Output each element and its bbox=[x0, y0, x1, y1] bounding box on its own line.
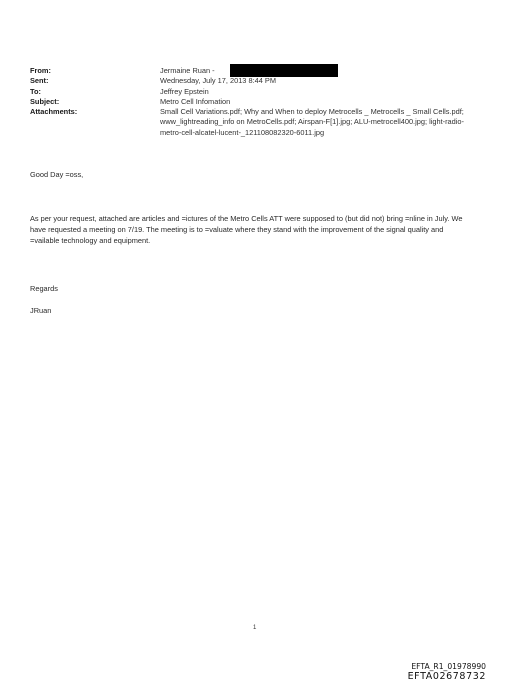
sent-value: Wednesday, July 17, 2013 8:44 PM bbox=[160, 76, 276, 86]
bates-id-2: EFTA02678732 bbox=[407, 671, 486, 682]
from-row bbox=[30, 66, 470, 76]
email-header bbox=[30, 66, 470, 138]
subject-label: Subject: bbox=[30, 96, 60, 106]
bates-id-1: EFTA_R1_01978990 bbox=[411, 662, 486, 671]
subject-row bbox=[30, 97, 470, 107]
attachments-label: Attachments: bbox=[30, 107, 78, 117]
to-row bbox=[30, 87, 470, 97]
sent-row bbox=[30, 76, 470, 86]
signature: JRuan bbox=[30, 306, 52, 315]
from-label: From: bbox=[30, 66, 51, 75]
to-value: Jeffrey Epstein bbox=[160, 86, 209, 96]
sent-label: Sent: bbox=[30, 76, 49, 86]
from-value: Jermaine Ruan - bbox=[160, 66, 215, 75]
to-label: To: bbox=[30, 86, 41, 96]
message-paragraph: As per your request, attached are articles and =ictures of the Metro Cells ATT were supposed to (but did not) bring =nline in July. We have requested a meeting on 7/19. The meeting is to =valuate where they stand with the improvement of the signal quality and =vailable technology and equipment. bbox=[30, 214, 463, 246]
attachments-row bbox=[30, 107, 470, 138]
bates-footer bbox=[408, 662, 486, 682]
page-number: 1 bbox=[253, 625, 257, 631]
subject-value: Metro Cell Infomation bbox=[160, 96, 231, 106]
closing: Regards bbox=[30, 284, 58, 293]
greeting: Good Day =oss, bbox=[30, 170, 84, 179]
attachments-value: Small Cell Variations.pdf; Why and When to deploy Metrocells _ Metrocells _ Small Cells.pdf; www_lightreading_info on MetroCells.pdf; Airspan-F[1].jpg; ALU-metrocell400.jpg; light-radio-metro-cell-alcatel-lucent-_121108082320-6011.jpg bbox=[160, 107, 464, 137]
redaction-block bbox=[230, 64, 338, 77]
